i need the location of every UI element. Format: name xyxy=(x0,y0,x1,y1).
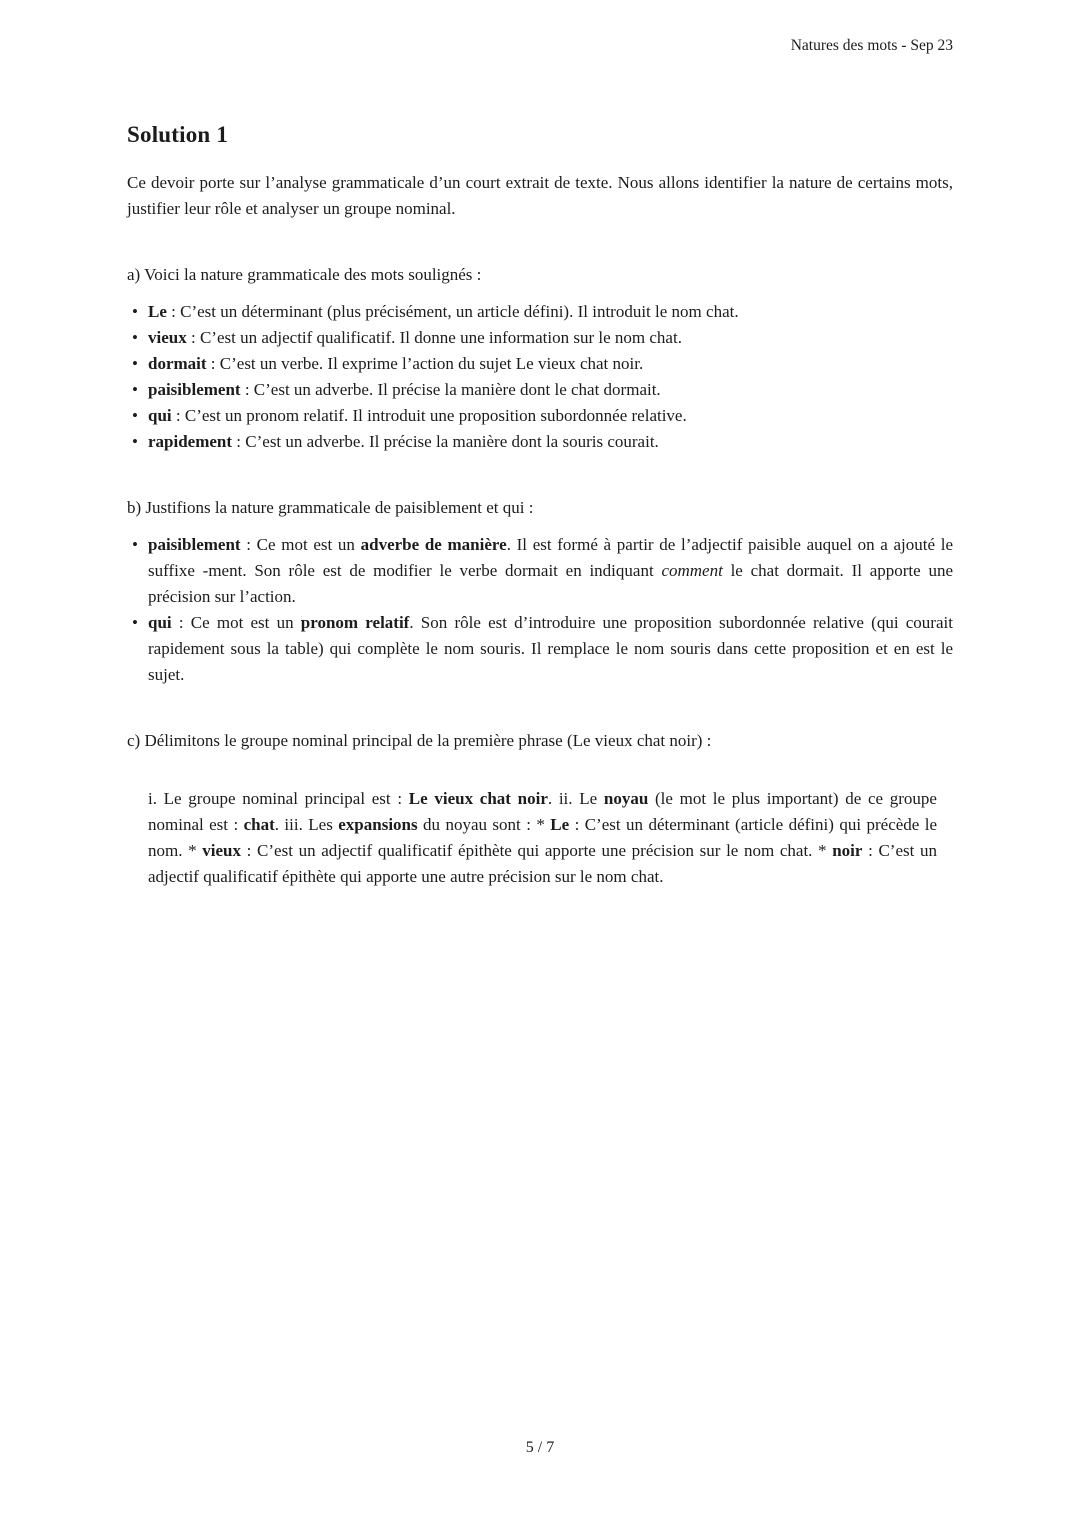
section-c-paragraph: i. Le groupe nominal principal est : Le vieux chat noir. ii. Le noyau (le mot le plus important) de ce groupe nominal est : chat. iii. Les expansions du noyau sont : * Le : C’est un déterminant (article défini) qui précède le nom. * vieux : C’est un adjectif qualificatif épithète qui apporte une précision sur le nom chat. * noir : C’est un adjectif qualificatif épithète qui apporte une autre précision sur le nom chat. xyxy=(148,789,938,886)
list-item xyxy=(127,351,953,377)
list-item-text: qui : C’est un pronom relatif. Il introduit une proposition subordonnée relative. xyxy=(148,406,687,425)
list-item-text: vieux : C’est un adjectif qualificatif. Il donne une information sur le nom chat. xyxy=(148,328,682,347)
list-item xyxy=(127,377,953,403)
section-b-heading: b) Justifions la nature grammaticale de paisiblement et qui : xyxy=(127,498,534,517)
list-item xyxy=(127,325,953,351)
list-item-text: qui : Ce mot est un pronom relatif. Son rôle est d’introduire une proposition subordonnée relative (qui courait rapidement sous la table) qui complète le nom souris. Il remplace le nom souris dans cette proposition et en est le sujet. xyxy=(148,613,953,684)
bullet-icon: • xyxy=(132,535,138,554)
section-a-heading: a) Voici la nature grammaticale des mots soulignés : xyxy=(127,265,482,284)
list-item-text: rapidement : C’est un adverbe. Il précise la manière dont la souris courait. xyxy=(148,432,659,451)
list-item xyxy=(127,610,953,688)
list-item xyxy=(127,429,953,455)
list-item xyxy=(127,532,953,610)
section-a-list xyxy=(127,299,953,455)
bullet-icon: • xyxy=(132,354,138,373)
intro-paragraph: Ce devoir porte sur l’analyse grammaticale d’un court extrait de texte. Nous allons identifier la nature de certains mots, justifier leur rôle et analyser un groupe nominal. xyxy=(127,173,953,218)
bullet-icon: • xyxy=(132,302,138,321)
page-number: 5 / 7 xyxy=(525,1439,555,1456)
list-item xyxy=(127,403,953,429)
bullet-icon: • xyxy=(132,406,138,425)
solution-title: Solution 1 xyxy=(127,122,229,147)
bullet-icon: • xyxy=(132,328,138,347)
list-item-text: paisiblement : Ce mot est un adverbe de manière. Il est formé à partir de l’adjectif paisible auquel on a ajouté le suffixe -ment. Son rôle est de modifier le verbe dormait en indiquant comment le chat dormait. Il apporte une précision sur l’action. xyxy=(148,535,953,606)
bullet-icon: • xyxy=(132,380,138,399)
section-b-list xyxy=(127,532,953,688)
list-item-text: paisiblement : C’est un adverbe. Il précise la manière dont le chat dormait. xyxy=(148,380,661,399)
bullet-icon: • xyxy=(132,613,138,632)
list-item-text: Le : C’est un déterminant (plus précisément, un article défini). Il introduit le nom chat. xyxy=(148,302,739,321)
section-c-heading: c) Délimitons le groupe nominal principal de la première phrase (Le vieux chat noir) : xyxy=(127,731,712,750)
list-item xyxy=(127,299,953,325)
page-footer xyxy=(0,1439,1080,1457)
list-item-text: dormait : C’est un verbe. Il exprime l’action du sujet Le vieux chat noir. xyxy=(148,354,644,373)
page-header xyxy=(127,36,953,56)
bullet-icon: • xyxy=(132,432,138,451)
header-title: Natures des mots - Sep 23 xyxy=(790,37,953,54)
